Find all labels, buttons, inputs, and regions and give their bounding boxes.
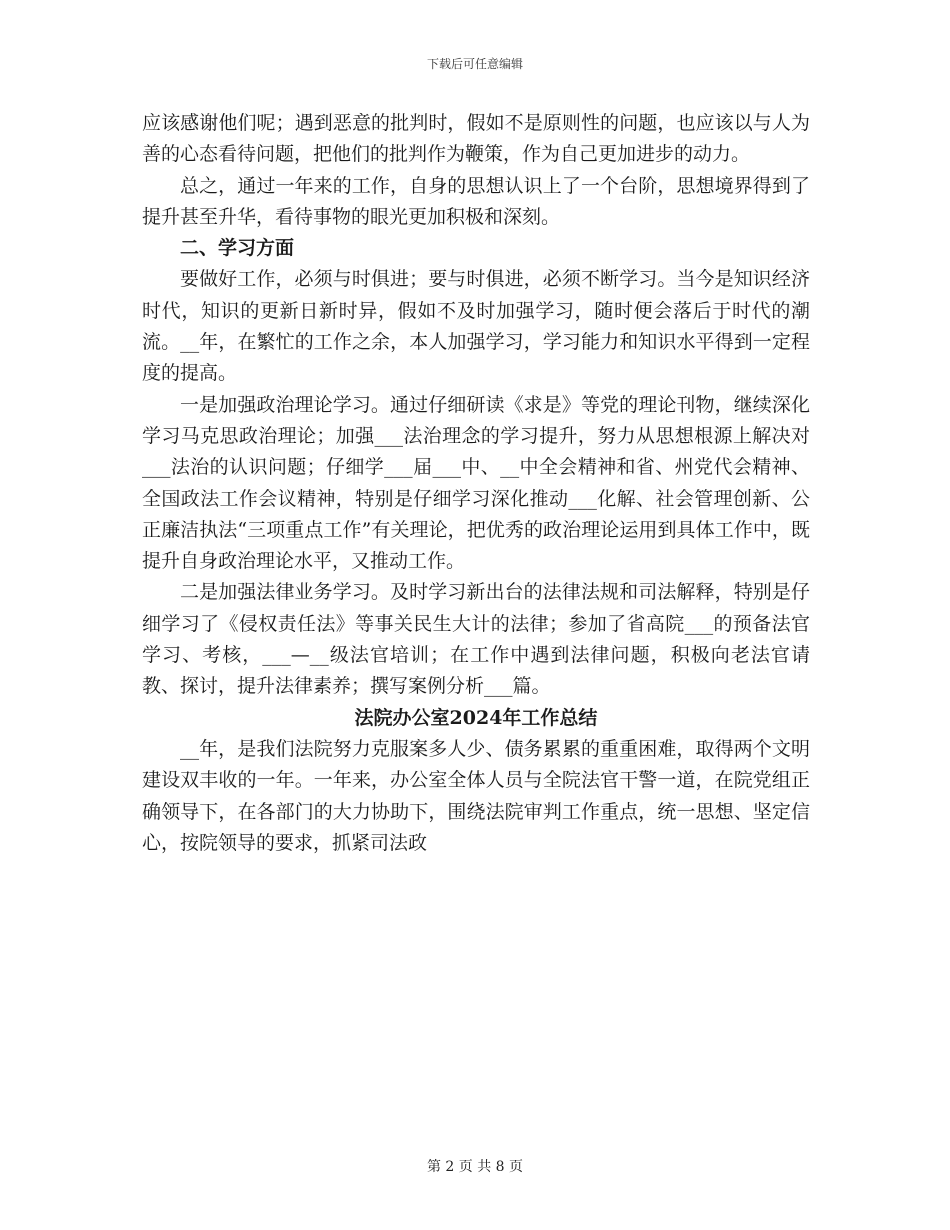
page-header-note: 下载后可任意编辑 [426,57,523,71]
paragraph-study-intro: 要做好工作，必须与时俱进；要与时俱进，必须不断学习。当今是知识经济时代，知识的更新日新时异，假如不及时加强学习，随时便会落后于时代的潮流。__年，在繁忙的工作之余，本人加强学习，学习能力和知识水平得到一定程度的提高。 [142,268,810,385]
section-heading-study: 二、学习方面 [180,237,295,260]
paragraph-summary: 总之，通过一年来的工作，自身的思想认识上了一个台阶，思想境界得到了提升甚至升华，看待事物的眼光更加积极和深刻。 [142,174,810,228]
page-number: 第 2 页 共 8 页 [426,1159,524,1175]
paragraph-political-theory: 一是加强政治理论学习。通过仔细研读《求是》等党的理论刊物，继续深化学习马克思政治理论；加强___法治理念的学习提升，努力从思想根源上解决对___法治的认识问题；仔细学___届___中、__中全会精神和省、州党代会精神、全国政法工作会议精神，特别是仔细学习深化推动___化解、社会管理创新、公正廉洁执法“三项重点工作”有关理论，把优秀的政治理论运用到具体工作中，既提升自身政治理论水平，又推动工作。 [142,393,810,573]
document-body [142,108,810,859]
paragraph-report-intro: __年，是我们法院努力克服案多人少、债务累累的重重困难，取得两个文明建设双丰收的一年。一年来，办公室全体人员与全院法官干警一道，在院党组正确领导下，在各部门的大力协助下，围绕法院审判工作重点，统一思想、坚定信心，按院领导的要求，抓紧司法政 [142,737,810,854]
paragraph-legal-business: 二是加强法律业务学习。及时学习新出台的法律法规和司法解释，特别是仔细学习了《侵权责任法》等事关民生大计的法律；参加了省高院___的预备法官学习、考核，___—__级法官培训；在工作中遇到法律问题，积极向老法官请教、探讨，提升法律素养；撰写案例分析___篇。 [142,581,810,698]
document-title: 法院办公室2024年工作总结 [354,706,598,729]
paragraph-continuation: 应该感谢他们呢；遇到恶意的批判时，假如不是原则性的问题，也应该以与人为善的心态看待问题，把他们的批判作为鞭策，作为自己更加进步的动力。 [142,112,810,166]
